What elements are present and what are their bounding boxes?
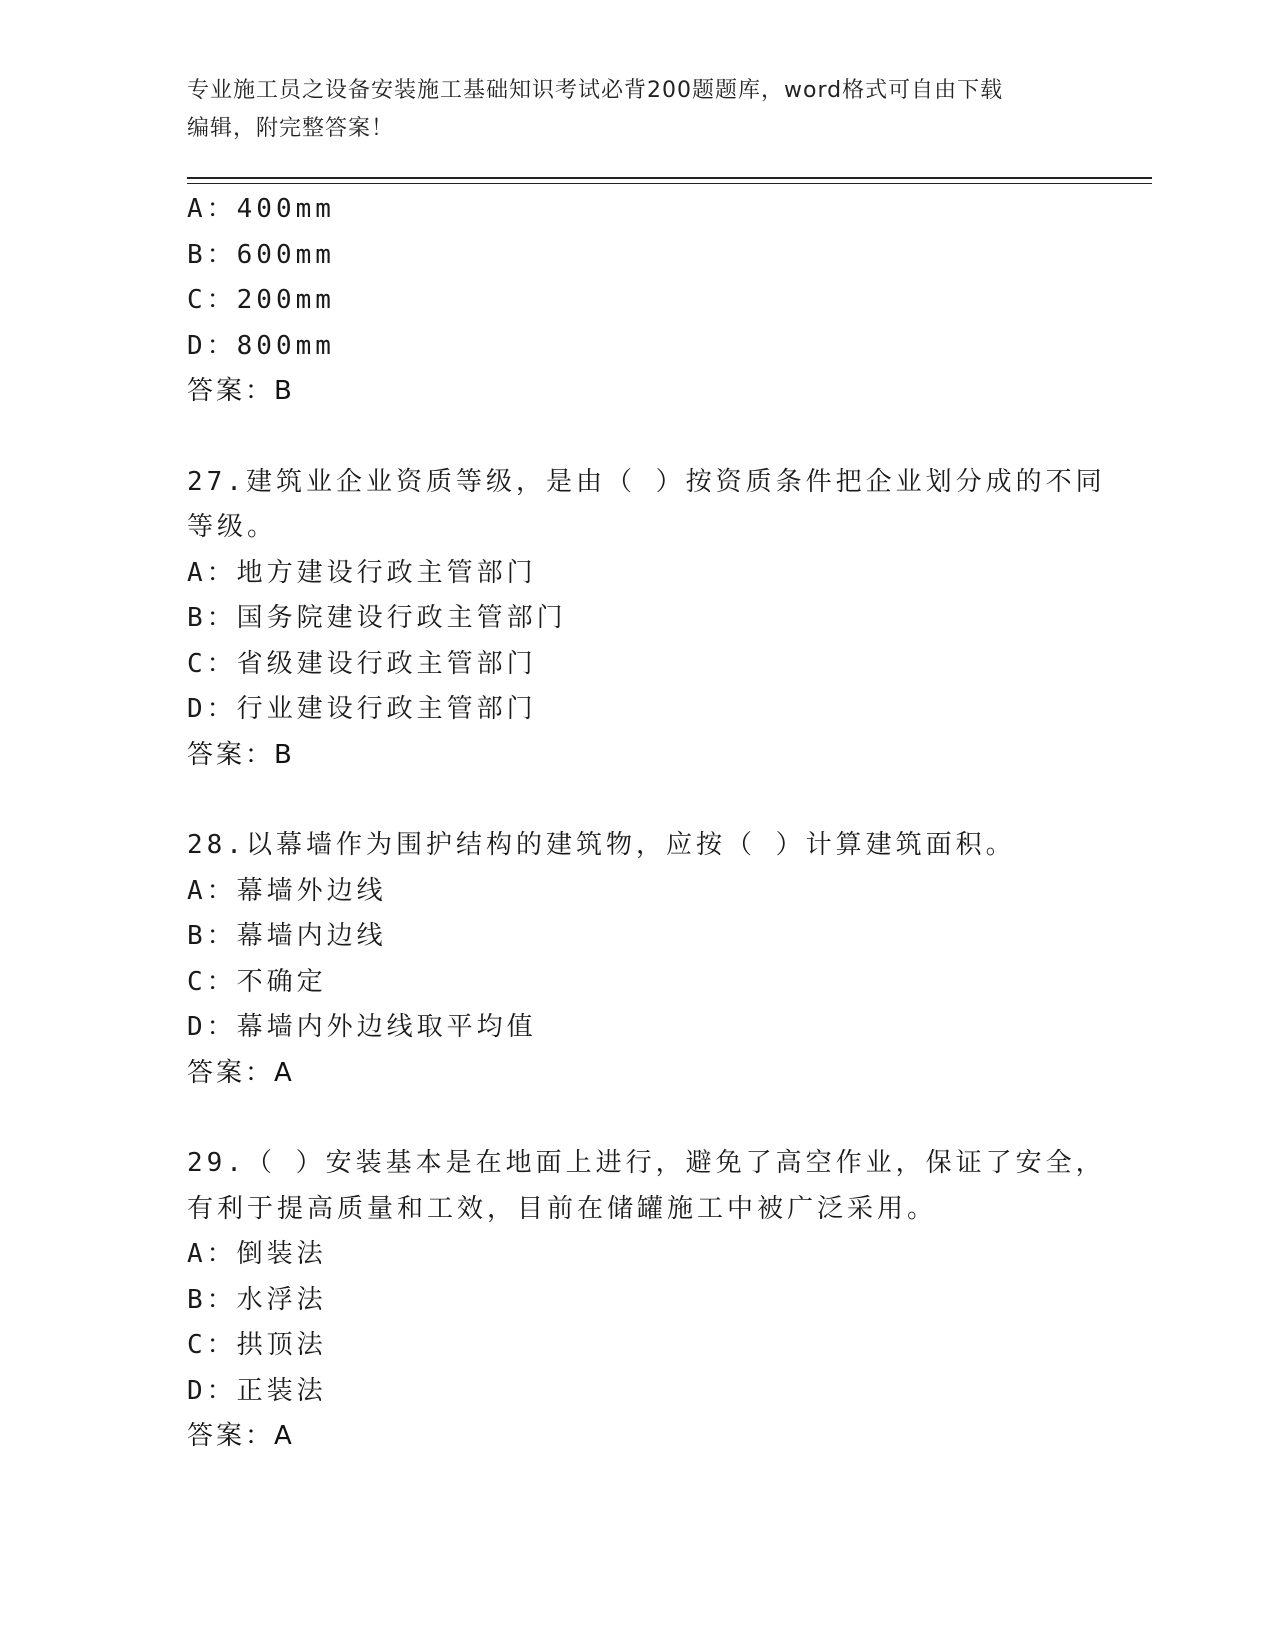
option-d: D：行业建设行政主管部门 [187,694,537,724]
answer: 答案：A [187,1421,295,1451]
question-stem-line-2: 等级。 [187,512,278,542]
answer: 答案：A [187,1057,295,1088]
option-a: A：倒装法 [187,1239,327,1269]
option-d: D：幕墙内外边线取平均值 [187,1012,537,1042]
option-c: C：省级建设行政主管部门 [187,648,537,679]
option-b: B：水浮法 [187,1284,327,1315]
header-divider-thick [187,177,1152,179]
header-title-line-1: 专业施工员之设备安装施工基础知识考试必背200题题库，word格式可自由下载 [187,78,1004,103]
answer: 答案：B [187,739,295,770]
question-stem-line-2: 有利于提高质量和工效，目前在储罐施工中被广泛采用。 [187,1193,938,1224]
option-b: B：国务院建设行政主管部门 [187,603,567,633]
option-a: A：地方建设行政主管部门 [187,557,537,588]
option-b: B：幕墙内边线 [187,921,387,951]
question-stem-line-1: 28.以幕墙作为围护结构的建筑物，应按（ ）计算建筑面积。 [187,830,1016,860]
option-c: C：不确定 [187,966,327,997]
answer: 答案：B [187,376,295,406]
header-divider-thin [187,183,1152,184]
option-a: A：400mm [187,194,335,224]
option-b: B：600mm [187,239,335,270]
question-list [187,187,1106,1460]
question-26 [187,187,1087,415]
question-stem-line-1: 27.建筑业企业资质等级，是由（ ）按资质条件把企业划分成的不同 [187,466,1106,497]
header-title-line-2: 编辑，附完整答案！ [187,116,395,141]
option-a: A：幕墙外边线 [187,875,387,906]
option-c: C：200mm [187,285,335,315]
option-c: C：拱顶法 [187,1330,327,1360]
document-header [187,72,1067,148]
question-27 [187,460,1106,779]
option-d: D：800mm [187,330,335,361]
question-29 [187,1141,1106,1460]
option-d: D：正装法 [187,1375,327,1406]
question-28 [187,823,1087,1096]
question-stem-line-1: 29.（ ）安装基本是在地面上进行，避免了高空作业，保证了安全， [187,1148,1106,1178]
